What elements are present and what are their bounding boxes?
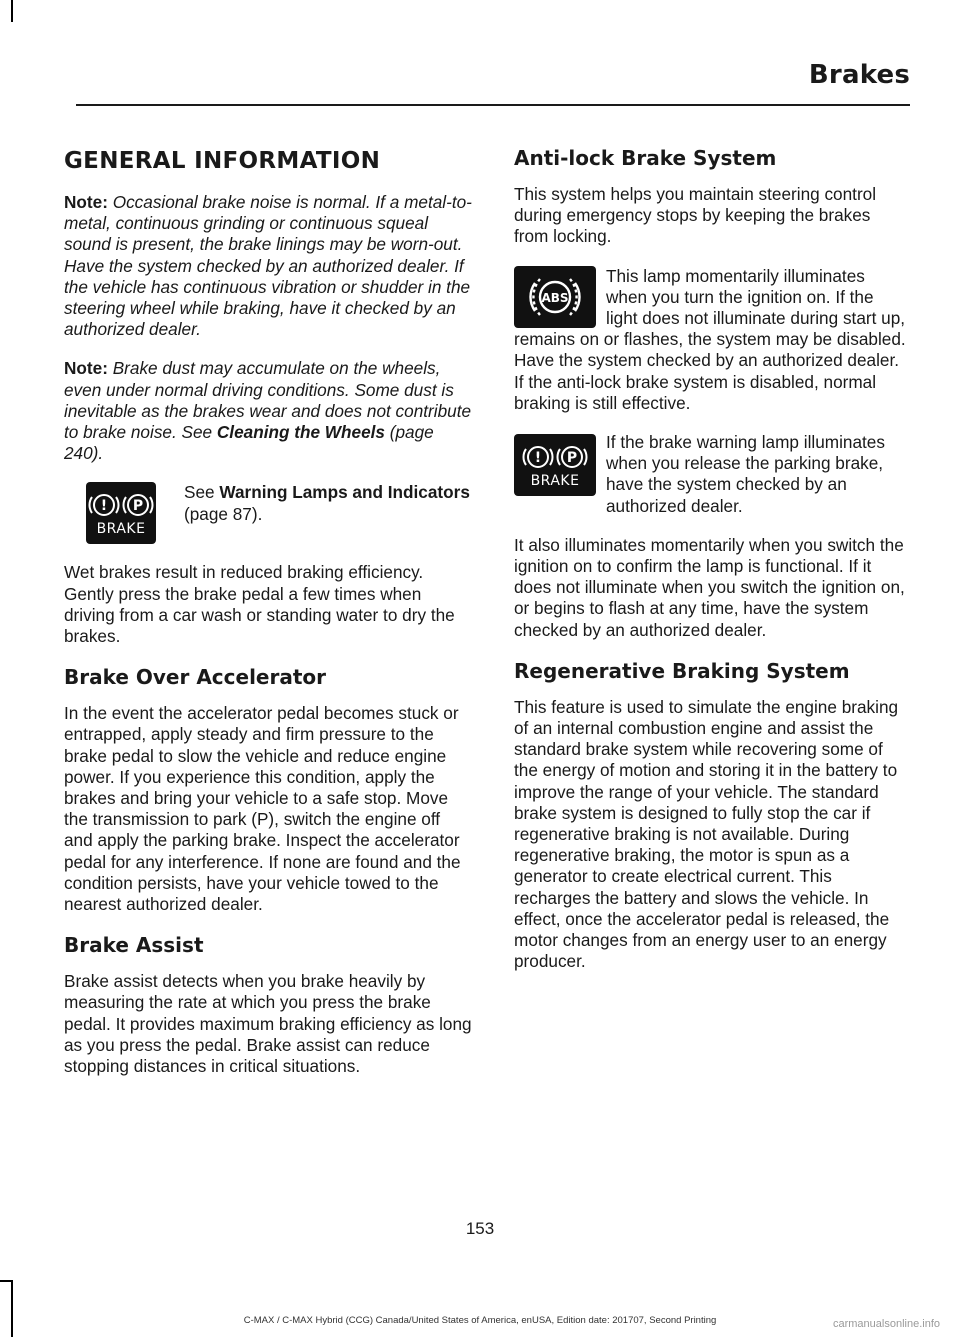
brake-warning-lamp-icon xyxy=(86,482,156,544)
abs-label: ABS xyxy=(541,290,569,305)
header-rule xyxy=(76,104,910,106)
brake-label: BRAKE xyxy=(96,520,146,537)
paragraph-wet-brakes: Wet brakes result in reduced braking efficiency. Gently press the brake pedal a few times when driving from a car wash or standing water to dry the brakes. xyxy=(64,562,455,647)
note-brake-noise xyxy=(64,192,472,340)
park-symbol: P xyxy=(566,449,578,466)
brake-park-symbol-icon xyxy=(86,490,156,520)
brake-park-symbol-icon xyxy=(520,442,590,472)
subheading-brake-assist: Brake Assist xyxy=(64,933,204,958)
paragraph-brake-lamp: If the brake warning lamp illuminates when you release the parking brake, have the system checked by an authorized dealer. xyxy=(606,432,885,516)
paragraph-brake-assist: Brake assist detects when you brake heavily by measuring the rate at which you press the brake pedal. It provides maximum braking efficiency as long as you press the pedal. Brake assist can reduce stopping distances in critical situations. xyxy=(64,971,472,1077)
watermark: carmanualsonline.info xyxy=(832,1318,940,1330)
abs-warning-lamp-icon xyxy=(514,266,596,328)
left-column xyxy=(64,140,472,1095)
note-text: Brake dust may accumulate on the wheels, even under normal driving conditions. Some dust is inevitable as the brakes wear and does not contribute to brake noise. See xyxy=(64,358,472,443)
page-reference: (page 87). xyxy=(184,503,263,524)
page-title: Brakes xyxy=(808,60,910,90)
paragraph-abs-intro: This system helps you maintain steering control during emergency stops by keeping the brakes from locking. xyxy=(514,184,877,247)
edition-info: C-MAX / C-MAX Hybrid (CCG) Canada/United States of America, enUSA, Edition date: 201707, Second Printing xyxy=(243,1315,717,1326)
abs-lamp-block xyxy=(514,266,908,414)
see-prefix: See xyxy=(184,482,215,503)
brake-label: BRAKE xyxy=(530,472,580,489)
park-symbol: P xyxy=(132,497,144,514)
paragraph-brake-over-accelerator: In the event the accelerator pedal becomes stuck or entrapped, apply steady and firm pressure to the brake pedal to slow the vehicle and reduce engine power. If you experience this condition, apply the brakes and bring your vehicle to a safe stop. Move the transmission to park (P), switch the engine off and apply the parking brake. Inspect the accelerator pedal for any interference. If none are found and the condition persists, have your vehicle towed to the nearest authorized dealer. xyxy=(64,703,461,915)
see-warning-lamps-row xyxy=(64,482,472,544)
note-label: Note: xyxy=(64,358,108,379)
subheading-anti-lock-brake-system: Anti-lock Brake System xyxy=(514,146,777,170)
paragraph-brake-momentary: It also illuminates momentarily when you switch the ignition on to confirm the lamp is functional. If it does not illuminate when you switch the ignition on, or begins to flash at any time, have the system checked by an authorized dealer. xyxy=(514,534,905,640)
crop-mark-bottom-left xyxy=(11,1280,13,1337)
note-label: Note: xyxy=(64,192,108,212)
brake-lamp-block xyxy=(514,432,908,517)
page-reference: (page 240). xyxy=(64,422,434,464)
warn-symbol: ! xyxy=(100,497,108,514)
crop-mark-top-left xyxy=(11,0,13,22)
right-column xyxy=(514,140,908,991)
paragraph-regenerative-braking: This feature is used to simulate the engine braking of an internal combustion engine and assist the standard brake system while recovering some of the energy of motion and storing it in the battery to improve the range of your vehicle. The standard brake system is designed to fully stop the car if regenerative braking is not available. During regenerative braking, the motor is spun as a generator to create electrical current. This recharges the battery and slows the vehicle. In effect, once the accelerator pedal is released, the motor changes from an energy user to an energy producer. xyxy=(514,696,899,972)
subheading-brake-over-accelerator: Brake Over Accelerator xyxy=(64,665,327,690)
see-warning-lamps-text xyxy=(184,482,472,524)
warn-symbol: ! xyxy=(534,449,542,466)
section-heading-general-information: GENERAL INFORMATION xyxy=(64,148,381,174)
subheading-regenerative-braking-system: Regenerative Braking System xyxy=(514,658,850,683)
abs-symbol-icon xyxy=(525,273,585,321)
paragraph-abs-lamp: This lamp momentarily illuminates when you turn the ignition on. If the light does not illuminate during start up, remains on or flashes, the system may be disabled. Have the system checked by an authorized dealer. If the anti-lock brake system is disabled, normal braking is still effective. xyxy=(514,265,906,413)
note-brake-dust xyxy=(64,358,472,464)
link-warning-lamps-and-indicators[interactable]: Warning Lamps and Indicators xyxy=(219,482,470,503)
link-cleaning-the-wheels[interactable]: Cleaning the Wheels xyxy=(216,422,385,443)
page-number: 153 xyxy=(465,1219,495,1238)
brake-warning-lamp-icon xyxy=(514,434,596,496)
crop-mark-bottom-left-h xyxy=(0,1280,13,1282)
note-text: Occasional brake noise is normal. If a metal-to-metal, continuous grinding or continuous squeal sound is present, the brake linings may be worn-out. Have the system checked by an authorized dealer. If the vehicle has continuous vibration or shudder in the steering wheel while braking, have it checked by an authorized dealer. xyxy=(64,192,472,340)
